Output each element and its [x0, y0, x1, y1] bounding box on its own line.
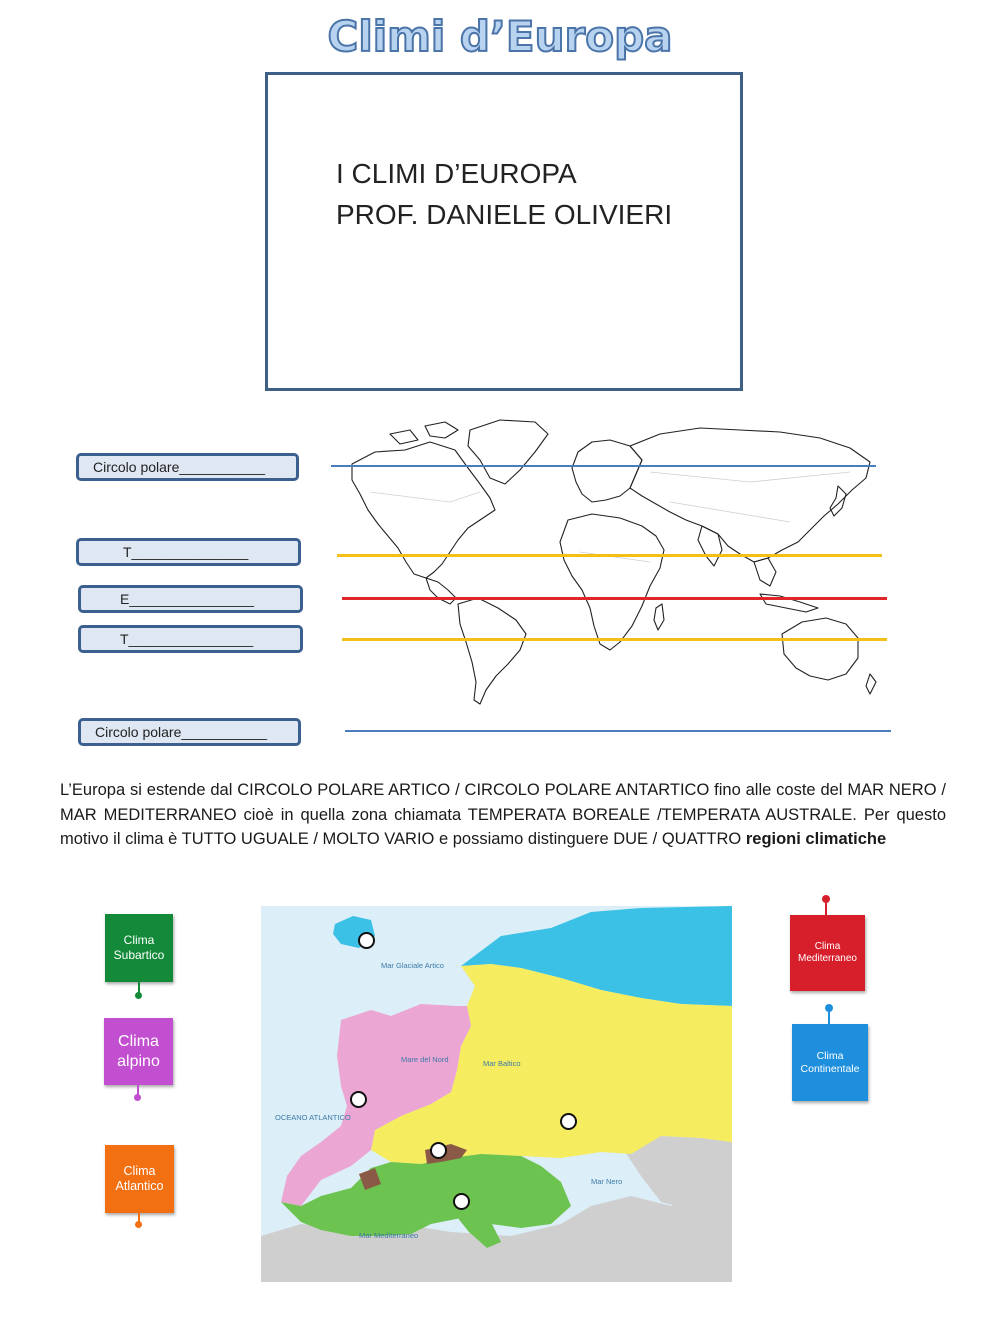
map-label-nero: Mar Nero: [591, 1177, 623, 1186]
drop-target-russia[interactable]: [560, 1113, 577, 1130]
page-title: Climi d’Europa: [327, 12, 673, 61]
label-tropic-south[interactable]: T________________: [78, 625, 303, 653]
tag-pin: [135, 992, 142, 999]
drop-target-alps[interactable]: [430, 1142, 447, 1159]
map-label-atlantico: OCEANO ATLANTICO: [275, 1113, 351, 1122]
tag-clima-atlantico[interactable]: Clima Atlantico: [105, 1145, 174, 1213]
arctic-circle-line: [331, 465, 876, 467]
paragraph-text: L’Europa si estende dal CIRCOLO POLARE ARTICO / CIRCOLO POLARE ANTARTICO fino alle coste del MAR NERO / MAR MEDITERRANEO cioè in quella zona chiamata TEMPERATA BOREALE /TEMPERATA AUSTRALE. Per questo motivo il clima è TUTTO UGUALE / MOLTO VARIO e possiamo distinguere DUE / QUATTRO: [60, 781, 946, 848]
tag-clima-continentale[interactable]: Clima Continentale: [792, 1024, 868, 1101]
label-arctic-circle[interactable]: Circolo polare___________: [76, 453, 299, 481]
map-label-mediterraneo: Mar Mediterraneo: [359, 1231, 419, 1240]
equator-line: [342, 597, 887, 600]
antarctic-circle-line: [345, 730, 891, 732]
map-label-nord: Mare del Nord: [401, 1055, 449, 1064]
paragraph-bold: regioni climatiche: [745, 830, 887, 848]
drop-target-iceland[interactable]: [358, 932, 375, 949]
tag-stem: [825, 902, 827, 916]
europe-climate-map: [261, 906, 732, 1282]
cover-title: I CLIMI D’EUROPA: [336, 158, 577, 189]
tropic-cancer-line: [337, 554, 882, 557]
map-label-glaciale: Mar Glaciale Artico: [381, 961, 444, 970]
tag-clima-mediterraneo[interactable]: Clima Mediterraneo: [790, 915, 865, 991]
cover-author: PROF. DANIELE OLIVIERI: [336, 199, 673, 230]
drop-target-italy[interactable]: [453, 1193, 470, 1210]
drop-target-britain[interactable]: [350, 1091, 367, 1108]
label-antarctic-circle[interactable]: Circolo polare___________: [78, 718, 301, 746]
tag-stem: [828, 1011, 830, 1025]
tag-clima-subartico[interactable]: Clima Subartico: [105, 914, 173, 982]
tropic-capricorn-line: [342, 638, 887, 641]
label-tropic-north[interactable]: T_______________: [76, 538, 301, 566]
map-label-baltico: Mar Baltico: [483, 1059, 521, 1068]
cover-frame: [265, 72, 743, 391]
tag-pin: [135, 1221, 142, 1228]
cover-text: [336, 153, 672, 235]
tag-clima-alpino[interactable]: Clima alpino: [104, 1018, 173, 1085]
tag-pin: [134, 1094, 141, 1101]
label-equator[interactable]: E________________: [78, 585, 303, 613]
world-map: [330, 412, 895, 712]
exercise-paragraph: [60, 778, 946, 852]
